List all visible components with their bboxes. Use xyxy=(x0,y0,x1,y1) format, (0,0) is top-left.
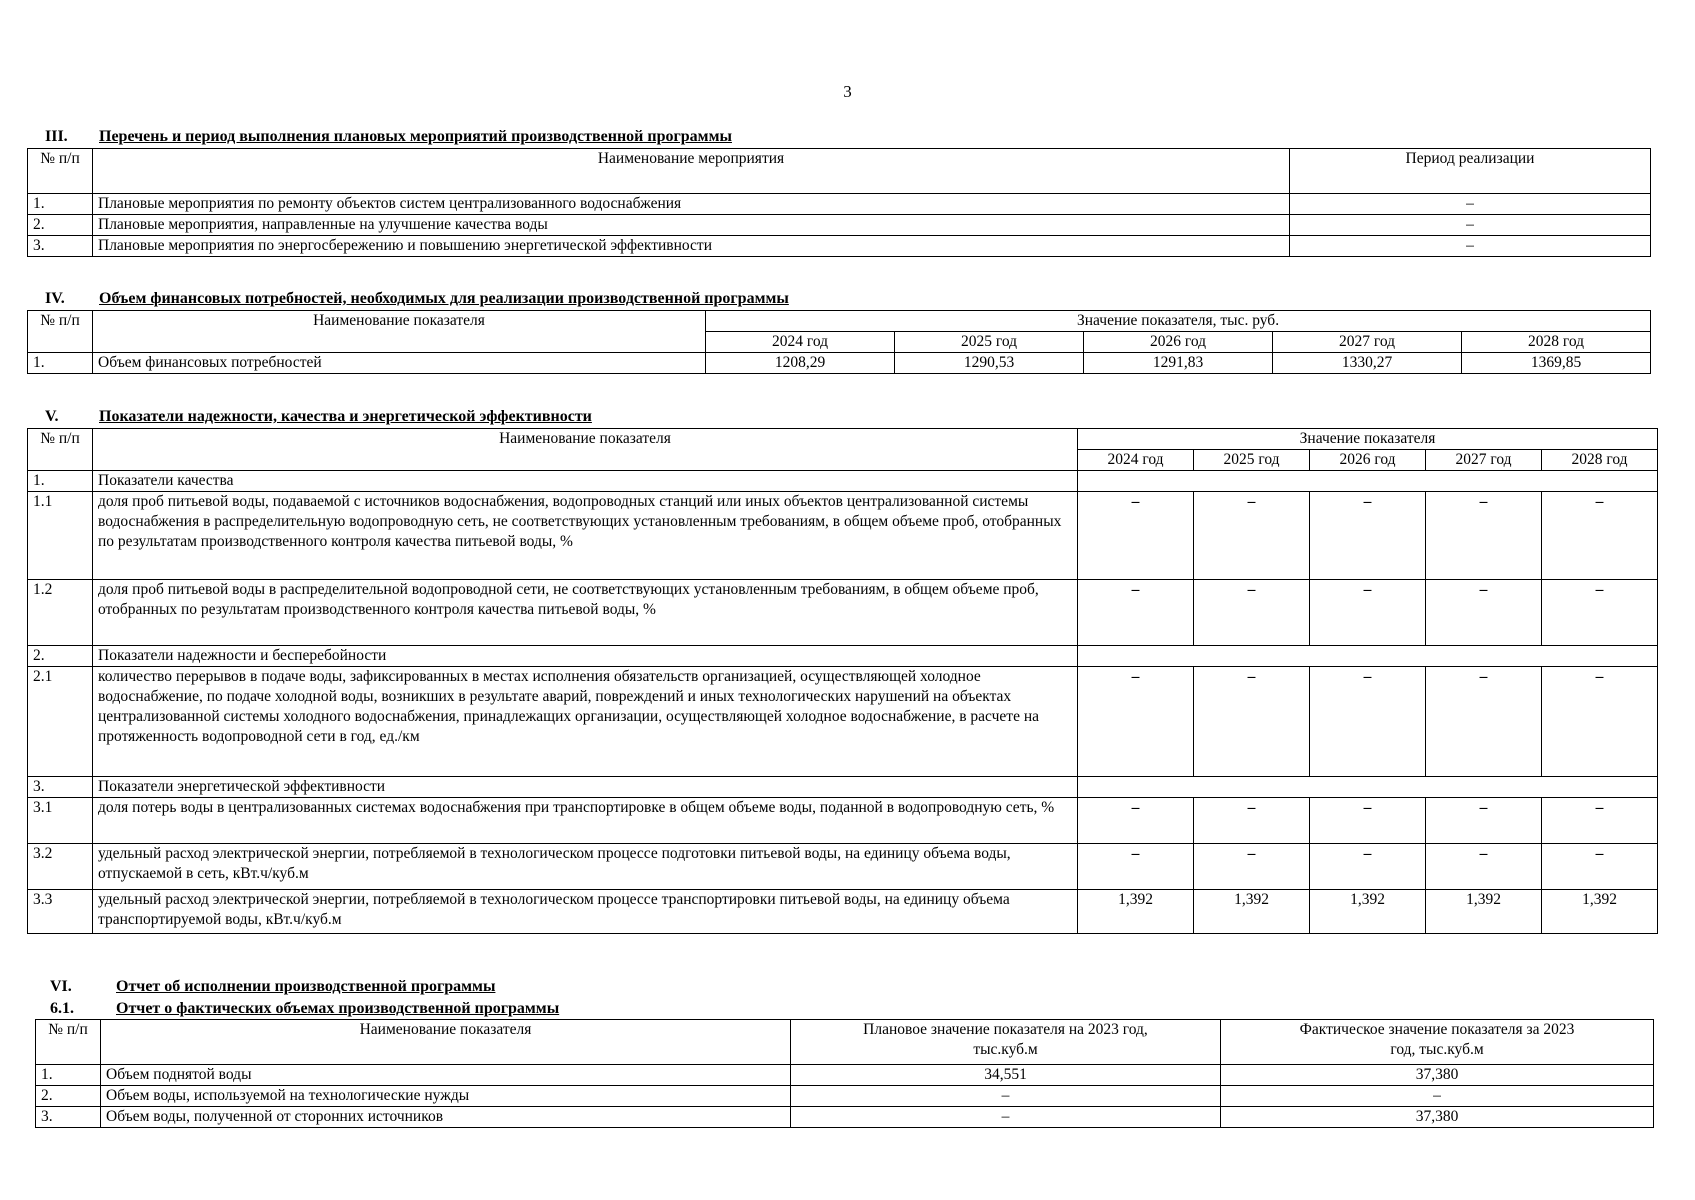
value-cell: – xyxy=(1426,844,1542,890)
indicator-name: Объем воды, используемой на технологические нужды xyxy=(101,1086,791,1107)
value-cell: – xyxy=(1426,492,1542,580)
row-number: 1. xyxy=(28,194,93,215)
col-indicator-header: Наименование показателя xyxy=(101,1020,791,1065)
value-cell: 1208,29 xyxy=(706,353,895,374)
value-cell: – xyxy=(1310,492,1426,580)
period-value: – xyxy=(1290,215,1651,236)
row-number: 2.1 xyxy=(28,667,93,777)
value-cell: – xyxy=(1542,580,1658,646)
value-cell: – xyxy=(1426,667,1542,777)
value-cell: – xyxy=(1078,667,1194,777)
value-cell: 1369,85 xyxy=(1462,353,1651,374)
indicator-name: удельный расход электрической энергии, потребляемой в технологическом процессе транспортировки питьевой воды, на единицу объема транспортируемой воды, кВт.ч/куб.м xyxy=(93,890,1078,934)
indicator-name: доля потерь воды в централизованных системах водоснабжения при транспортировке в общем объеме воды, поданной в водопроводную сеть, % xyxy=(93,798,1078,844)
value-cell: – xyxy=(1542,844,1658,890)
value-cell: 1,392 xyxy=(1542,890,1658,934)
group-name: Показатели энергетической эффективности xyxy=(93,777,1078,798)
indicator-name: Объем финансовых потребностей xyxy=(93,353,706,374)
row-number: 3.2 xyxy=(28,844,93,890)
plan-value: 34,551 xyxy=(791,1065,1221,1086)
group-number: 3. xyxy=(28,777,93,798)
section-5-heading: Показатели надежности, качества и энергетической эффективности xyxy=(99,408,592,425)
fact-value: 37,380 xyxy=(1221,1065,1654,1086)
col-indicator-header: Наименование показателя xyxy=(93,429,1078,471)
section-4-heading: Объем финансовых потребностей, необходимых для реализации производственной программы xyxy=(99,290,789,307)
row-number: 3.1 xyxy=(28,798,93,844)
section-6-title xyxy=(50,978,495,996)
value-cell: 1,392 xyxy=(1310,890,1426,934)
indicator-name: удельный расход электрической энергии, потребляемой в технологическом процессе подготовки питьевой воды, на единицу объема воды, отпускаемой в сеть, кВт.ч/куб.м xyxy=(93,844,1078,890)
actual-volumes-table xyxy=(35,1019,1654,1128)
section-4-title xyxy=(45,290,789,308)
value-cell: – xyxy=(1078,492,1194,580)
col-period-header: Период реализации xyxy=(1290,149,1651,194)
group-empty-cell xyxy=(1078,777,1658,798)
indicator-name: доля проб питьевой воды, подаваемой с источников водоснабжения, водопроводных станций или иных объектов централизованной системы водоснабжения в распределительную водопроводную сеть, не соответствующих установленным требованиям, в общем объеме проб, отобранных по результатам производственного контроля качества питьевой воды, % xyxy=(93,492,1078,580)
col-activity-header: Наименование мероприятия xyxy=(93,149,1290,194)
plan-value: – xyxy=(791,1086,1221,1107)
col-number-header: № п/п xyxy=(28,311,93,353)
row-number: 1. xyxy=(36,1065,101,1086)
period-value: – xyxy=(1290,194,1651,215)
section-6-1-heading: Отчет о фактических объемах производственной программы xyxy=(116,1000,560,1017)
year-header: 2026 год xyxy=(1084,332,1273,353)
year-header: 2024 год xyxy=(706,332,895,353)
section-4-number: IV. xyxy=(45,290,65,307)
activity-name: Плановые мероприятия, направленные на улучшение качества воды xyxy=(93,215,1290,236)
group-name: Показатели качества xyxy=(93,471,1078,492)
value-cell: – xyxy=(1194,844,1310,890)
value-cell: 1,392 xyxy=(1426,890,1542,934)
indicator-name: доля проб питьевой воды в распределительной водопроводной сети, не соответствующих установленным требованиям, в общем объеме проб, отобранных по результатам производственного контроля качества питьевой воды, % xyxy=(93,580,1078,646)
section-5-title xyxy=(45,408,592,426)
section-6-number: VI. xyxy=(50,978,72,995)
year-header: 2025 год xyxy=(1194,450,1310,471)
value-cell: – xyxy=(1194,667,1310,777)
section-6-1-number: 6.1. xyxy=(50,1000,74,1017)
section-6-1-title xyxy=(50,1000,559,1018)
value-cell: – xyxy=(1310,580,1426,646)
value-cell: – xyxy=(1310,798,1426,844)
row-number: 3. xyxy=(28,236,93,257)
col-indicator-header: Наименование показателя xyxy=(93,311,706,353)
value-cell: – xyxy=(1426,580,1542,646)
year-header: 2026 год xyxy=(1310,450,1426,471)
value-cell: 1,392 xyxy=(1194,890,1310,934)
row-number: 3.3 xyxy=(28,890,93,934)
value-cell: 1,392 xyxy=(1078,890,1194,934)
plan-value: – xyxy=(791,1107,1221,1128)
activity-name: Плановые мероприятия по энергосбережению и повышению энергетической эффективности xyxy=(93,236,1290,257)
group-name: Показатели надежности и бесперебойности xyxy=(93,646,1078,667)
value-cell: – xyxy=(1542,492,1658,580)
fact-value: 37,380 xyxy=(1221,1107,1654,1128)
year-header: 2025 год xyxy=(895,332,1084,353)
group-number: 2. xyxy=(28,646,93,667)
year-header: 2027 год xyxy=(1426,450,1542,471)
value-cell: – xyxy=(1078,580,1194,646)
value-cell: – xyxy=(1542,667,1658,777)
col-value-header: Значение показателя xyxy=(1078,429,1658,450)
value-cell: – xyxy=(1078,844,1194,890)
col-number-header: № п/п xyxy=(28,149,93,194)
value-cell: 1291,83 xyxy=(1084,353,1273,374)
indicator-name: Объем воды, полученной от сторонних источников xyxy=(101,1107,791,1128)
row-number: 1. xyxy=(28,353,93,374)
section-6-heading: Отчет об исполнении производственной программы xyxy=(116,978,496,995)
value-cell: – xyxy=(1426,798,1542,844)
col-number-header: № п/п xyxy=(28,429,93,471)
section-5-number: V. xyxy=(45,408,59,425)
value-cell: – xyxy=(1310,667,1426,777)
col-number-header: № п/п xyxy=(36,1020,101,1065)
year-header: 2024 год xyxy=(1078,450,1194,471)
year-header: 2028 год xyxy=(1542,450,1658,471)
financial-needs-table xyxy=(27,310,1651,374)
value-cell: – xyxy=(1078,798,1194,844)
value-cell: – xyxy=(1542,798,1658,844)
value-cell: – xyxy=(1310,844,1426,890)
indicator-name: количество перерывов в подаче воды, зафиксированных в местах исполнения обязательств организацией, осуществляющей холодное водоснабжение, по подаче холодной воды, возникших в результате аварий, повреждений и иных технологических нарушений на объектах централизованной системы холодного водоснабжения, принадлежащих организации, осуществляющей холодное водоснабжение, в расчете на протяженность водопроводной сети в год, ед./км xyxy=(93,667,1078,777)
section-3-title xyxy=(45,128,732,146)
reliability-indicators-table xyxy=(27,428,1658,934)
col-fact-header: Фактическое значение показателя за 2023 год, тыс.куб.м xyxy=(1221,1020,1654,1065)
row-number: 1.2 xyxy=(28,580,93,646)
value-cell: 1290,53 xyxy=(895,353,1084,374)
planned-activities-table xyxy=(27,148,1651,257)
year-header: 2028 год xyxy=(1462,332,1651,353)
value-cell: – xyxy=(1194,580,1310,646)
group-number: 1. xyxy=(28,471,93,492)
col-plan-header: Плановое значение показателя на 2023 год, тыс.куб.м xyxy=(791,1020,1221,1065)
group-empty-cell xyxy=(1078,646,1658,667)
section-3-heading: Перечень и период выполнения плановых мероприятий производственной программы xyxy=(99,128,732,145)
row-number: 1.1 xyxy=(28,492,93,580)
value-cell: – xyxy=(1194,798,1310,844)
period-value: – xyxy=(1290,236,1651,257)
fact-value: – xyxy=(1221,1086,1654,1107)
year-header: 2027 год xyxy=(1273,332,1462,353)
value-cell: – xyxy=(1194,492,1310,580)
row-number: 2. xyxy=(36,1086,101,1107)
page-number: 3 xyxy=(843,82,852,101)
row-number: 3. xyxy=(36,1107,101,1128)
col-value-header: Значение показателя, тыс. руб. xyxy=(706,311,1651,332)
indicator-name: Объем поднятой воды xyxy=(101,1065,791,1086)
section-3-number: III. xyxy=(45,128,68,145)
value-cell: 1330,27 xyxy=(1273,353,1462,374)
group-empty-cell xyxy=(1078,471,1658,492)
row-number: 2. xyxy=(28,215,93,236)
activity-name: Плановые мероприятия по ремонту объектов систем централизованного водоснабжения xyxy=(93,194,1290,215)
